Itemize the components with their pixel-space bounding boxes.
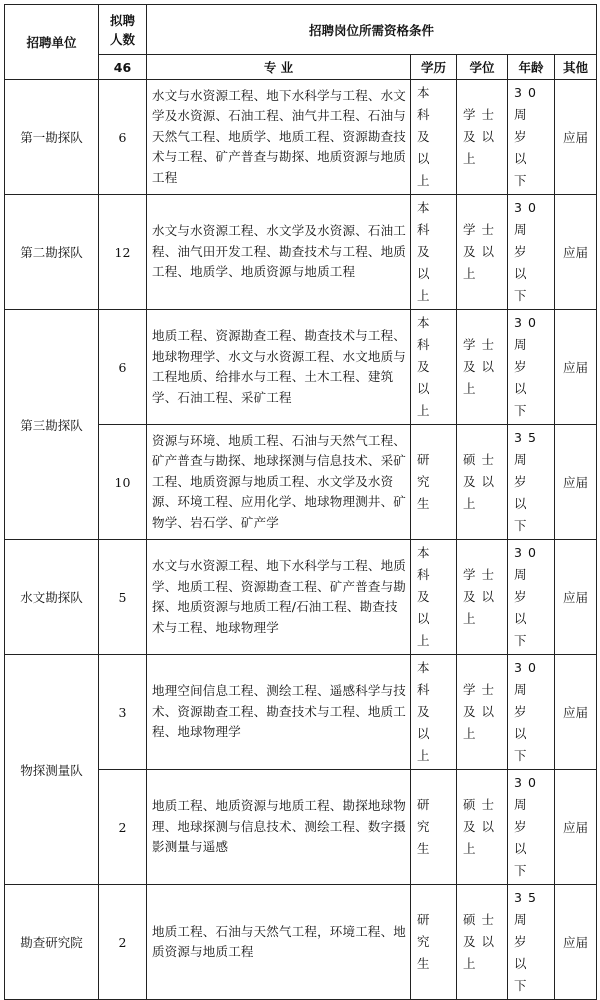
row-degree: 硕士及以上 [457, 885, 508, 1000]
recruitment-table [4, 4, 597, 1000]
row-other: 应届 [555, 195, 597, 310]
row-major: 地质工程、石油与天然气工程，环境工程、地质资源与地质工程 [147, 885, 411, 1000]
row-count: 3 [99, 655, 147, 770]
table-row [5, 310, 597, 425]
row-age: 30周岁以下 [508, 80, 555, 195]
row-other: 应届 [555, 425, 597, 540]
unit-name: 水文勘探队 [5, 540, 99, 655]
unit-name: 第二勘探队 [5, 195, 99, 310]
row-other: 应届 [555, 655, 597, 770]
row-count: 6 [99, 310, 147, 425]
row-other: 应届 [555, 80, 597, 195]
row-other: 应届 [555, 310, 597, 425]
table-row [5, 195, 597, 310]
row-education: 本科及以上 [411, 195, 457, 310]
row-degree: 硕士及以上 [457, 770, 508, 885]
row-degree: 学士及以上 [457, 80, 508, 195]
row-major: 地理空间信息工程、测绘工程、遥感科学与技术、资源勘查工程、勘查技术与工程、地质工程、地球物理学 [147, 655, 411, 770]
row-age: 30周岁以下 [508, 770, 555, 885]
row-age: 30周岁以下 [508, 655, 555, 770]
table-row [5, 885, 597, 1000]
header-unit: 招聘单位 [5, 5, 99, 80]
row-count: 6 [99, 80, 147, 195]
row-other: 应届 [555, 540, 597, 655]
row-count: 2 [99, 885, 147, 1000]
row-major: 水文与水资源工程、水文学及水资源、石油工程、油气田开发工程、勘查技术与工程、地质工程、地质学、地质资源与地质工程 [147, 195, 411, 310]
header-total: 46 [99, 55, 147, 80]
header-conditions: 招聘岗位所需资格条件 [147, 5, 597, 55]
row-education: 本科及以上 [411, 310, 457, 425]
row-education: 本科及以上 [411, 540, 457, 655]
row-major: 资源与环境、地质工程、石油与天然气工程、矿产普查与勘探、地球探测与信息技术、采矿工程、地质资源与地质工程、水文学及水资源、环境工程、应用化学、地球物理测井、矿物学、岩石学、矿产学 [147, 425, 411, 540]
row-count: 10 [99, 425, 147, 540]
row-major: 地质工程、资源勘查工程、勘查技术与工程、地球物理学、水文与水资源工程、水文地质与工程地质、给排水与工程、土木工程、建筑学、石油工程、采矿工程 [147, 310, 411, 425]
row-education: 研究生 [411, 425, 457, 540]
row-education: 研究生 [411, 770, 457, 885]
unit-name: 第一勘探队 [5, 80, 99, 195]
row-count: 12 [99, 195, 147, 310]
row-degree: 学士及以上 [457, 540, 508, 655]
table-row [5, 540, 597, 655]
table-row [5, 80, 597, 195]
row-age: 35周岁以下 [508, 425, 555, 540]
row-degree: 硕士及以上 [457, 425, 508, 540]
table-row [5, 655, 597, 770]
row-count: 2 [99, 770, 147, 885]
header-count: 拟聘人数 [99, 5, 147, 55]
row-age: 30周岁以下 [508, 540, 555, 655]
row-major: 水文与水资源工程、地下水科学与工程、水文学及水资源、石油工程、油气井工程、石油与天然气工程、地质学、地质工程、资源勘查技术与工程、矿产普查与勘探、地质资源与地质工程 [147, 80, 411, 195]
row-age: 30周岁以下 [508, 310, 555, 425]
row-major: 水文与水资源工程、地下水科学与工程、地质学、地质工程、资源勘查工程、矿产普查与勘探、地质资源与地质工程/石油工程、勘查技术与工程、地球物理学 [147, 540, 411, 655]
header-age: 年龄 [508, 55, 555, 80]
row-degree: 学士及以上 [457, 655, 508, 770]
row-education: 本科及以上 [411, 80, 457, 195]
header-degree: 学位 [457, 55, 508, 80]
row-count: 5 [99, 540, 147, 655]
row-other: 应届 [555, 770, 597, 885]
row-age: 35周岁以下 [508, 885, 555, 1000]
row-age: 30周岁以下 [508, 195, 555, 310]
unit-name: 勘查研究院 [5, 885, 99, 1000]
row-education: 研究生 [411, 885, 457, 1000]
row-major: 地质工程、地质资源与地质工程、勘探地球物理、地球探测与信息技术、测绘工程、数字摄影测量与遥感 [147, 770, 411, 885]
row-education: 本科及以上 [411, 655, 457, 770]
unit-name: 物探测量队 [5, 655, 99, 885]
row-other: 应届 [555, 885, 597, 1000]
row-degree: 学士及以上 [457, 195, 508, 310]
unit-name: 第三勘探队 [5, 310, 99, 540]
header-other: 其他 [555, 55, 597, 80]
header-major: 专 业 [147, 55, 411, 80]
header-education: 学历 [411, 55, 457, 80]
row-degree: 学士及以上 [457, 310, 508, 425]
